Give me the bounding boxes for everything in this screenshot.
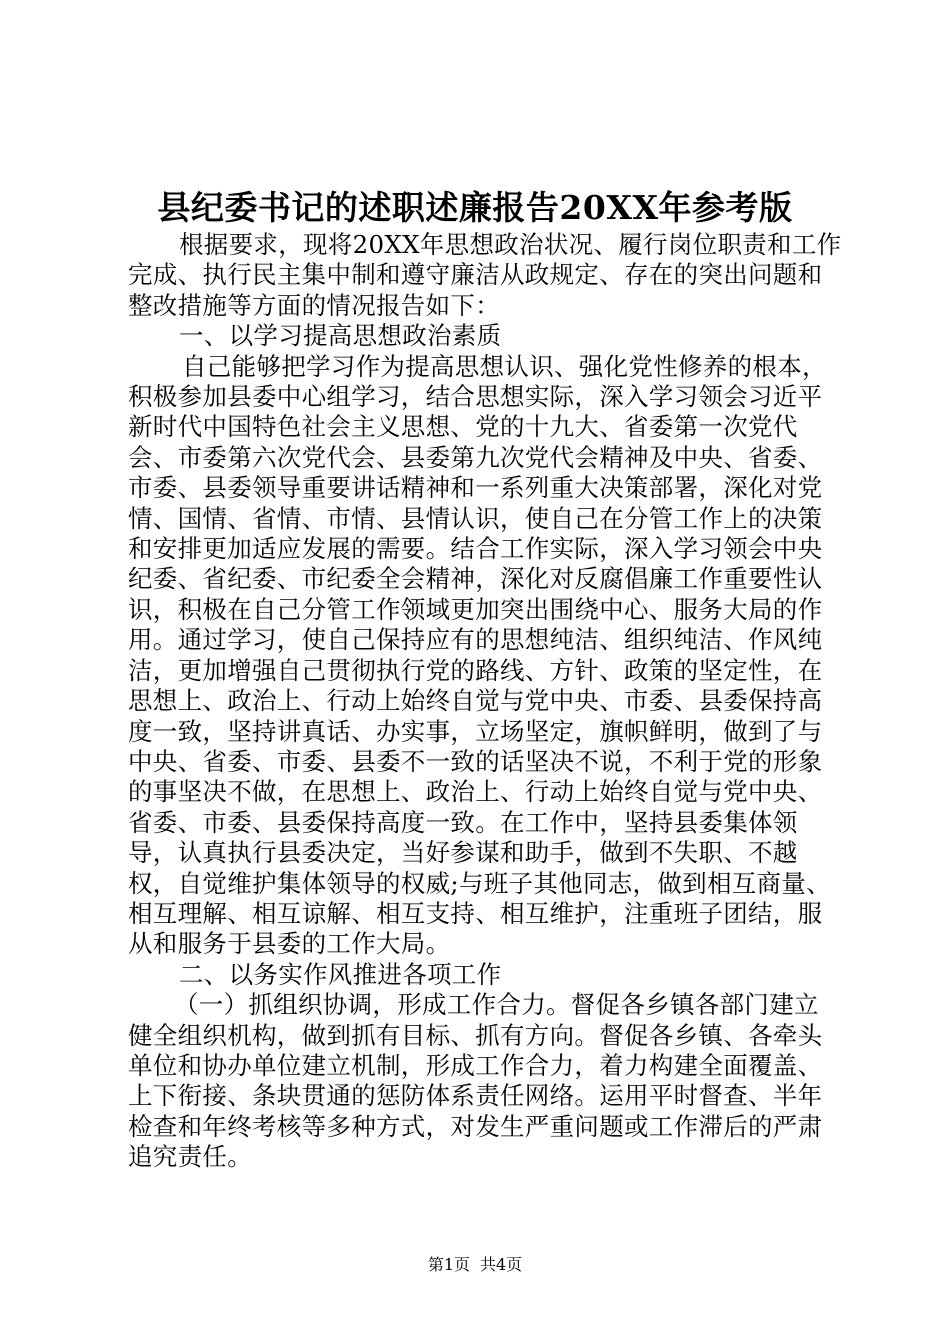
section-heading-2: 二、以务实作风推进各项工作 xyxy=(179,959,502,989)
section-heading-1: 一、以学习提高思想政治素质 xyxy=(179,321,502,351)
section-1-paragraph: 自己能够把学习作为提高思想认识、强化党性修养的根本，积极参加县委中心组学习，结合思想实际，深入学习领会习近平新时代中国特色社会主义思想、党的十九大、省委第一次党代会、市委第六次党代会、县委第九次党代会精神及中央、省委、市委、县委领导重要讲话精神和一系列重大决策部署，深化对党情、国情、省情、市情、县情认识，使自己在分管工作上的决策和安排更加适应发展的需要。结合工作实际，深入学习领会中央纪委、省纪委、市纪委全会精神，深化对反腐倡廉工作重要性认识，积极在自己分管工作领域更加突出围绕中心、服务大局的作用。通过学习，使自己保持应有的思想纯洁、组织纯洁、作风纯洁，更加增强自己贯彻执行党的路线、方针、政策的坚定性，在思想上、政治上、行动上始终自觉与党中央、市委、县委保持高度一致，坚持讲真话、办实事，立场坚定，旗帜鲜明，做到了与中央、省委、市委、县委不一致的话坚决不说，不利于党的形象的事坚决不做，在思想上、政治上、行动上始终自觉与党中央、省委、市委、县委保持高度一致。在工作中，坚持县委集体领导，认真执行县委决定，当好参谋和助手，做到不失职、不越权，自觉维护集体领导的权威;与班子其他同志，做到相互商量、相互理解、相互谅解、相互支持、相互维护，注重班子团结，服从和服务于县委的工作大局。 xyxy=(128,351,831,959)
document-title: 县纪委书记的述职述廉报告20XX年参考版 xyxy=(157,188,793,227)
page-total: 共4页 xyxy=(480,1255,523,1274)
intro-paragraph: 根据要求，现将20XX年思想政治状况、履行岗位职责和工作完成、执行民主集中制和遵守廉洁从政规定、存在的突出问题和整改措施等方面的情况报告如下： xyxy=(128,230,842,320)
page-footer xyxy=(0,1254,950,1276)
page-number: 第1页 xyxy=(427,1255,470,1274)
document-body xyxy=(128,230,843,1173)
section-2-paragraph: （一）抓组织协调，形成工作合力。督促各乡镇各部门建立健全组织机构，做到抓有目标、抓有方向。督促各乡镇、各牵头单位和协办单位建立机制，形成工作合力，着力构建全面覆盖、上下衔接、条块贯通的惩防体系责任网络。运用平时督查、半年检查和年终考核等多种方式，对发生严重问题或工作滞后的严肃追究责任。 xyxy=(128,990,823,1172)
